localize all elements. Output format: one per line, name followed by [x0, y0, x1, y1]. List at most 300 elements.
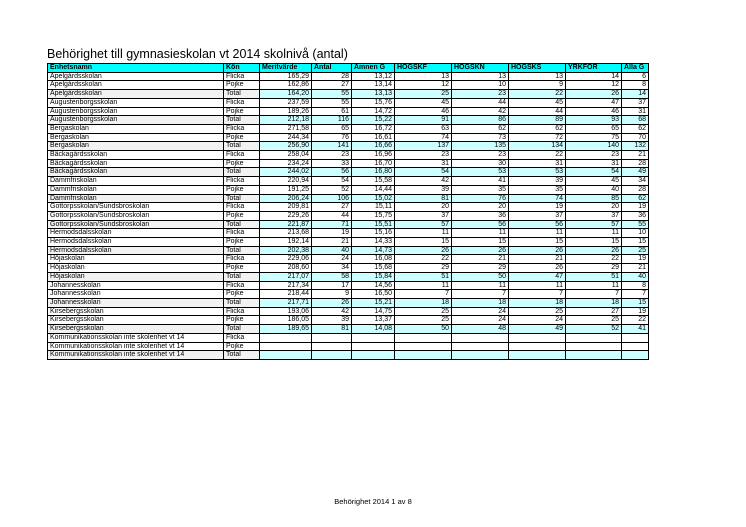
col-hogskf-cell: 91: [395, 116, 452, 125]
table-row: [48, 142, 649, 151]
col-hogsks-cell: 37: [509, 211, 566, 220]
col-hogsks-cell: 7: [509, 290, 566, 299]
col-antal-cell: 27: [312, 81, 352, 90]
table-row: [48, 133, 649, 142]
col-yrkfor-cell: 27: [566, 307, 622, 316]
table-row: [48, 81, 649, 90]
col-alla-g-cell: 14: [622, 90, 649, 99]
col-kon-cell: Pojke: [224, 290, 260, 299]
col-hogskn-cell: 135: [452, 142, 509, 151]
table-row: [48, 107, 649, 116]
col-kon-cell: Total: [224, 298, 260, 307]
col-amnen-g-cell: 14,56: [352, 281, 395, 290]
col-hogskn-cell: 26: [452, 246, 509, 255]
col-amnen-g-cell: 16,72: [352, 124, 395, 133]
col-meritvarde-cell: 165,29: [260, 72, 312, 81]
col-hogskn-cell: 7: [452, 290, 509, 299]
col-amnen-g-cell: 16,61: [352, 133, 395, 142]
col-kon-cell: Pojke: [224, 185, 260, 194]
col-kon-cell: Flicka: [224, 124, 260, 133]
col-hogskn-cell: 23: [452, 90, 509, 99]
col-yrkfor-cell: 25: [566, 316, 622, 325]
col-enhetsnamn-cell: Kommunikationsskolan inte skolenhet vt 14: [48, 333, 224, 342]
col-meritvarde-cell: 220,94: [260, 177, 312, 186]
col-hogskn-cell: 21: [452, 255, 509, 264]
col-kon-cell: Pojke: [224, 238, 260, 247]
col-amnen-g-cell: 15,16: [352, 229, 395, 238]
col-hogsks-cell: [509, 342, 566, 351]
col-kon-cell: Flicka: [224, 229, 260, 238]
col-meritvarde-cell: 189,65: [260, 325, 312, 334]
col-yrkfor-cell: [566, 342, 622, 351]
table-row: [48, 325, 649, 334]
col-kon-cell: Pojke: [224, 133, 260, 142]
col-yrkfor-cell: 57: [566, 220, 622, 229]
col-hogskn-cell: 86: [452, 116, 509, 125]
col-hogsks-cell: 45: [509, 98, 566, 107]
col-amnen-g-cell: 13,14: [352, 81, 395, 90]
col-hogskn-cell: 42: [452, 107, 509, 116]
table-row: [48, 124, 649, 133]
col-hogskf-cell: 25: [395, 90, 452, 99]
col-kon-cell: Pojke: [224, 342, 260, 351]
col-enhetsnamn-cell: Johannesskolan: [48, 298, 224, 307]
col-yrkfor-cell: 7: [566, 290, 622, 299]
col-hogskf-cell: 54: [395, 168, 452, 177]
col-enhetsnamn-cell: Höjaskolan: [48, 264, 224, 273]
col-meritvarde-cell: 206,24: [260, 194, 312, 203]
table-row: [48, 72, 649, 81]
col-meritvarde-cell: [260, 342, 312, 351]
col-enhetsnamn-cell: Bäckagårdsskolan: [48, 159, 224, 168]
col-antal-cell: 65: [312, 124, 352, 133]
col-hogsks-cell: 26: [509, 264, 566, 273]
col-amnen-g-cell: 14,33: [352, 238, 395, 247]
col-hogskn-cell: [452, 351, 509, 360]
col-hogskf-cell: 18: [395, 298, 452, 307]
col-hogskf-cell: 25: [395, 307, 452, 316]
table-row: [48, 90, 649, 99]
col-yrkfor-cell: 31: [566, 159, 622, 168]
col-yrkfor-cell: 85: [566, 194, 622, 203]
col-enhetsnamn-cell: Augustenborgsskolan: [48, 116, 224, 125]
col-hogskn-cell: 36: [452, 211, 509, 220]
col-hogskf-cell: 13: [395, 72, 452, 81]
col-meritvarde-cell: 217,71: [260, 298, 312, 307]
col-hogsks-cell: 44: [509, 107, 566, 116]
col-hogskf-header: HÖGSKF: [395, 64, 452, 73]
table-row: [48, 264, 649, 273]
col-amnen-g-cell: 14,44: [352, 185, 395, 194]
col-hogsks-cell: 31: [509, 159, 566, 168]
col-meritvarde-cell: 217,07: [260, 272, 312, 281]
col-yrkfor-cell: 11: [566, 229, 622, 238]
col-hogsks-cell: 74: [509, 194, 566, 203]
col-alla-g-cell: [622, 333, 649, 342]
col-hogskf-cell: 25: [395, 316, 452, 325]
col-kon-cell: Flicka: [224, 203, 260, 212]
col-enhetsnamn-cell: Kommunikationsskolan inte skolenhet vt 14: [48, 342, 224, 351]
col-kon-cell: Flicka: [224, 333, 260, 342]
col-amnen-g-cell: 13,37: [352, 316, 395, 325]
table-row: [48, 177, 649, 186]
col-hogsks-cell: [509, 333, 566, 342]
col-meritvarde-header: Meritvärde: [260, 64, 312, 73]
col-hogskn-cell: 56: [452, 220, 509, 229]
table-row: [48, 281, 649, 290]
col-hogsks-cell: 19: [509, 203, 566, 212]
col-meritvarde-cell: 256,90: [260, 142, 312, 151]
col-hogskf-cell: [395, 333, 452, 342]
col-hogsks-cell: 22: [509, 151, 566, 160]
col-amnen-g-cell: [352, 333, 395, 342]
col-meritvarde-cell: 229,06: [260, 255, 312, 264]
col-enhetsnamn-cell: Kommunikationsskolan inte skolenhet vt 14: [48, 351, 224, 360]
col-hogskf-cell: 20: [395, 203, 452, 212]
col-alla-g-cell: 62: [622, 194, 649, 203]
col-hogsks-cell: 56: [509, 220, 566, 229]
col-meritvarde-cell: 218,44: [260, 290, 312, 299]
col-antal-cell: 44: [312, 211, 352, 220]
col-hogskf-cell: 50: [395, 325, 452, 334]
col-hogskn-cell: 23: [452, 151, 509, 160]
col-kon-cell: Flicka: [224, 281, 260, 290]
col-kon-cell: Pojke: [224, 81, 260, 90]
col-antal-cell: 141: [312, 142, 352, 151]
col-alla-g-cell: 40: [622, 272, 649, 281]
col-meritvarde-cell: 212,18: [260, 116, 312, 125]
page-footer: Behörighet 2014 1 av 8: [334, 497, 412, 506]
col-hogsks-cell: 13: [509, 72, 566, 81]
col-meritvarde-cell: 164,20: [260, 90, 312, 99]
col-alla-g-cell: 49: [622, 168, 649, 177]
col-antal-cell: 34: [312, 264, 352, 273]
col-hogskn-cell: [452, 342, 509, 351]
col-meritvarde-cell: 162,86: [260, 81, 312, 90]
results-table: [47, 63, 649, 360]
col-alla-g-cell: 31: [622, 107, 649, 116]
col-enhetsnamn-cell: Dammfriskolan: [48, 194, 224, 203]
col-alla-g-cell: 37: [622, 98, 649, 107]
col-hogskn-cell: [452, 333, 509, 342]
col-meritvarde-cell: 271,58: [260, 124, 312, 133]
col-meritvarde-cell: 234,24: [260, 159, 312, 168]
col-enhetsnamn-cell: Johannesskolan: [48, 290, 224, 299]
col-alla-g-cell: 70: [622, 133, 649, 142]
col-hogskn-cell: 24: [452, 316, 509, 325]
col-enhetsnamn-cell: Kirsebergsskolan: [48, 307, 224, 316]
col-alla-g-cell: [622, 342, 649, 351]
col-yrkfor-cell: 15: [566, 238, 622, 247]
col-enhetsnamn-cell: Apelgårdsskolan: [48, 72, 224, 81]
col-antal-cell: 42: [312, 307, 352, 316]
table-row: [48, 159, 649, 168]
col-antal-cell: 71: [312, 220, 352, 229]
col-hogskn-cell: 11: [452, 281, 509, 290]
col-hogskn-cell: 62: [452, 124, 509, 133]
col-enhetsnamn-cell: Bergaskolan: [48, 133, 224, 142]
col-enhetsnamn-cell: Bäckagårdsskolan: [48, 168, 224, 177]
col-meritvarde-cell: 208,60: [260, 264, 312, 273]
table-row: [48, 211, 649, 220]
col-yrkfor-cell: 12: [566, 81, 622, 90]
col-alla-g-cell: 28: [622, 185, 649, 194]
col-hogsks-cell: 89: [509, 116, 566, 125]
col-meritvarde-cell: [260, 351, 312, 360]
col-meritvarde-cell: 258,04: [260, 151, 312, 160]
col-alla-g-cell: 10: [622, 229, 649, 238]
col-enhetsnamn-cell: Hermodsdalsskolan: [48, 246, 224, 255]
col-meritvarde-cell: 193,06: [260, 307, 312, 316]
col-hogsks-cell: 72: [509, 133, 566, 142]
col-enhetsnamn-cell: Gottorpsskolan/Sundsbroskolan: [48, 220, 224, 229]
col-amnen-g-cell: 15,22: [352, 116, 395, 125]
col-hogskn-cell: 76: [452, 194, 509, 203]
table-row: [48, 298, 649, 307]
col-antal-cell: [312, 342, 352, 351]
col-hogskf-cell: [395, 342, 452, 351]
col-kon-cell: Flicka: [224, 177, 260, 186]
col-hogskf-cell: 11: [395, 229, 452, 238]
col-yrkfor-cell: 65: [566, 124, 622, 133]
col-alla-g-cell: 7: [622, 290, 649, 299]
col-antal-cell: 39: [312, 316, 352, 325]
table-row: [48, 246, 649, 255]
col-enhetsnamn-cell: Hermodsdalsskolan: [48, 238, 224, 247]
col-alla-g-cell: 22: [622, 316, 649, 325]
col-enhetsnamn-cell: Gottorpsskolan/Sundsbroskolan: [48, 211, 224, 220]
col-hogskf-cell: 81: [395, 194, 452, 203]
col-hogsks-cell: 18: [509, 298, 566, 307]
table-row: [48, 290, 649, 299]
col-antal-cell: 17: [312, 281, 352, 290]
col-hogsks-cell: [509, 351, 566, 360]
col-antal-cell: 26: [312, 298, 352, 307]
col-amnen-g-cell: 15,75: [352, 211, 395, 220]
col-yrkfor-cell: 52: [566, 325, 622, 334]
table-row: [48, 203, 649, 212]
col-kon-cell: Total: [224, 116, 260, 125]
table-row: [48, 316, 649, 325]
col-yrkfor-cell: 20: [566, 203, 622, 212]
col-amnen-g-cell: 15,76: [352, 98, 395, 107]
col-alla-g-cell: 15: [622, 238, 649, 247]
col-hogskn-cell: 41: [452, 177, 509, 186]
table-row: [48, 168, 649, 177]
col-kon-cell: Pojke: [224, 159, 260, 168]
col-meritvarde-cell: [260, 333, 312, 342]
col-amnen-g-cell: 15,11: [352, 203, 395, 212]
col-hogskn-cell: 11: [452, 229, 509, 238]
col-alla-g-cell: 25: [622, 246, 649, 255]
col-hogskf-cell: 39: [395, 185, 452, 194]
col-meritvarde-cell: 217,34: [260, 281, 312, 290]
col-enhetsnamn-cell: Augustenborgsskolan: [48, 107, 224, 116]
col-antal-cell: 40: [312, 246, 352, 255]
col-hogskn-cell: 29: [452, 264, 509, 273]
col-amnen-g-cell: 16,80: [352, 168, 395, 177]
col-hogsks-cell: 11: [509, 281, 566, 290]
col-enhetsnamn-cell: Dammfriskolan: [48, 177, 224, 186]
col-amnen-g-header: Ämnen G: [352, 64, 395, 73]
col-hogsks-cell: 11: [509, 229, 566, 238]
col-amnen-g-cell: 14,08: [352, 325, 395, 334]
col-antal-cell: 56: [312, 168, 352, 177]
col-kon-cell: Total: [224, 194, 260, 203]
col-hogskf-cell: 42: [395, 177, 452, 186]
col-alla-g-cell: 21: [622, 151, 649, 160]
col-hogskn-cell: 53: [452, 168, 509, 177]
table-row: [48, 151, 649, 160]
col-yrkfor-cell: 18: [566, 298, 622, 307]
col-enhetsnamn-cell: Bergaskolan: [48, 124, 224, 133]
col-antal-cell: 28: [312, 72, 352, 81]
col-yrkfor-cell: 26: [566, 90, 622, 99]
col-enhetsnamn-cell: Höjaskolan: [48, 255, 224, 264]
col-yrkfor-cell: 26: [566, 246, 622, 255]
col-amnen-g-cell: 14,73: [352, 246, 395, 255]
col-meritvarde-cell: 186,05: [260, 316, 312, 325]
col-amnen-g-cell: 13,13: [352, 90, 395, 99]
col-hogskf-cell: 15: [395, 238, 452, 247]
col-yrkfor-cell: 93: [566, 116, 622, 125]
col-kon-header: Kön: [224, 64, 260, 73]
col-hogskf-cell: 11: [395, 281, 452, 290]
col-alla-g-cell: 8: [622, 81, 649, 90]
col-kon-cell: Pojke: [224, 264, 260, 273]
col-alla-g-cell: 36: [622, 211, 649, 220]
col-yrkfor-cell: 37: [566, 211, 622, 220]
col-enhetsnamn-cell: Augustenborgsskolan: [48, 98, 224, 107]
col-alla-g-cell: 62: [622, 124, 649, 133]
col-yrkfor-header: YRKFÖR: [566, 64, 622, 73]
col-meritvarde-cell: 202,38: [260, 246, 312, 255]
col-amnen-g-cell: 15,51: [352, 220, 395, 229]
col-yrkfor-cell: 14: [566, 72, 622, 81]
col-hogskf-cell: 137: [395, 142, 452, 151]
col-kon-cell: Flicka: [224, 255, 260, 264]
col-hogskn-cell: 15: [452, 238, 509, 247]
col-yrkfor-cell: 54: [566, 168, 622, 177]
col-hogsks-cell: 25: [509, 307, 566, 316]
col-hogskn-cell: 13: [452, 72, 509, 81]
col-hogskn-cell: 73: [452, 133, 509, 142]
col-meritvarde-cell: 221,87: [260, 220, 312, 229]
col-hogsks-cell: 9: [509, 81, 566, 90]
col-amnen-g-cell: 15,58: [352, 177, 395, 186]
col-alla-g-cell: 34: [622, 177, 649, 186]
col-antal-cell: 55: [312, 90, 352, 99]
col-meritvarde-cell: 244,34: [260, 133, 312, 142]
col-yrkfor-cell: 11: [566, 281, 622, 290]
col-yrkfor-cell: 40: [566, 185, 622, 194]
col-hogskf-cell: 45: [395, 98, 452, 107]
col-amnen-g-cell: 16,08: [352, 255, 395, 264]
col-hogskf-cell: 23: [395, 151, 452, 160]
table-row: [48, 307, 649, 316]
col-amnen-g-cell: 16,96: [352, 151, 395, 160]
col-hogsks-cell: 24: [509, 316, 566, 325]
col-meritvarde-cell: 191,25: [260, 185, 312, 194]
col-hogskn-cell: 20: [452, 203, 509, 212]
col-hogskn-cell: 30: [452, 159, 509, 168]
col-yrkfor-cell: 75: [566, 133, 622, 142]
table-row: [48, 229, 649, 238]
col-hogsks-header: HÖGSKS: [509, 64, 566, 73]
col-antal-cell: 76: [312, 133, 352, 142]
col-yrkfor-cell: 46: [566, 107, 622, 116]
col-amnen-g-cell: 14,72: [352, 107, 395, 116]
col-hogskf-cell: 63: [395, 124, 452, 133]
col-meritvarde-cell: 209,81: [260, 203, 312, 212]
col-kon-cell: Total: [224, 246, 260, 255]
col-enhetsnamn-cell: Kirsebergsskolan: [48, 316, 224, 325]
col-antal-cell: 21: [312, 238, 352, 247]
col-amnen-g-cell: 13,12: [352, 72, 395, 81]
col-alla-g-header: Alla G: [622, 64, 649, 73]
col-antal-cell: 19: [312, 229, 352, 238]
col-enhetsnamn-cell: Johannesskolan: [48, 281, 224, 290]
col-hogskf-cell: 29: [395, 264, 452, 273]
col-antal-cell: 58: [312, 272, 352, 281]
col-alla-g-cell: 15: [622, 298, 649, 307]
col-hogskf-cell: 7: [395, 290, 452, 299]
col-hogsks-cell: 22: [509, 90, 566, 99]
col-kon-cell: Total: [224, 90, 260, 99]
col-enhetsnamn-cell: Höjaskolan: [48, 272, 224, 281]
col-kon-cell: Pojke: [224, 316, 260, 325]
col-enhetsnamn-cell: Apelgårdsskolan: [48, 90, 224, 99]
col-antal-cell: 52: [312, 185, 352, 194]
col-alla-g-cell: 19: [622, 203, 649, 212]
col-yrkfor-cell: 29: [566, 264, 622, 273]
col-hogsks-cell: 39: [509, 177, 566, 186]
col-amnen-g-cell: 15,21: [352, 298, 395, 307]
col-antal-cell: 54: [312, 177, 352, 186]
header-row: [48, 64, 649, 73]
col-hogskf-cell: 12: [395, 81, 452, 90]
col-amnen-g-cell: 16,70: [352, 159, 395, 168]
col-alla-g-cell: 132: [622, 142, 649, 151]
col-hogsks-cell: 134: [509, 142, 566, 151]
col-meritvarde-cell: 213,68: [260, 229, 312, 238]
col-alla-g-cell: 41: [622, 325, 649, 334]
col-alla-g-cell: 6: [622, 72, 649, 81]
col-yrkfor-cell: [566, 351, 622, 360]
col-amnen-g-cell: 15,84: [352, 272, 395, 281]
col-hogskn-cell: 44: [452, 98, 509, 107]
col-hogsks-cell: 35: [509, 185, 566, 194]
col-hogskf-cell: 51: [395, 272, 452, 281]
col-kon-cell: Flicka: [224, 151, 260, 160]
col-hogskn-cell: 18: [452, 298, 509, 307]
col-alla-g-cell: 55: [622, 220, 649, 229]
col-antal-cell: 106: [312, 194, 352, 203]
col-alla-g-cell: 21: [622, 264, 649, 273]
table-row: [48, 342, 649, 351]
col-enhetsnamn-cell: Gottorpsskolan/Sundsbroskolan: [48, 203, 224, 212]
col-meritvarde-cell: 244,02: [260, 168, 312, 177]
col-kon-cell: Flicka: [224, 307, 260, 316]
col-antal-cell: 23: [312, 151, 352, 160]
table-row: [48, 272, 649, 281]
col-hogskn-cell: 48: [452, 325, 509, 334]
col-kon-cell: Flicka: [224, 72, 260, 81]
col-enhetsnamn-cell: Dammfriskolan: [48, 185, 224, 194]
col-hogsks-cell: 53: [509, 168, 566, 177]
col-hogskf-cell: 26: [395, 246, 452, 255]
col-alla-g-cell: 19: [622, 307, 649, 316]
